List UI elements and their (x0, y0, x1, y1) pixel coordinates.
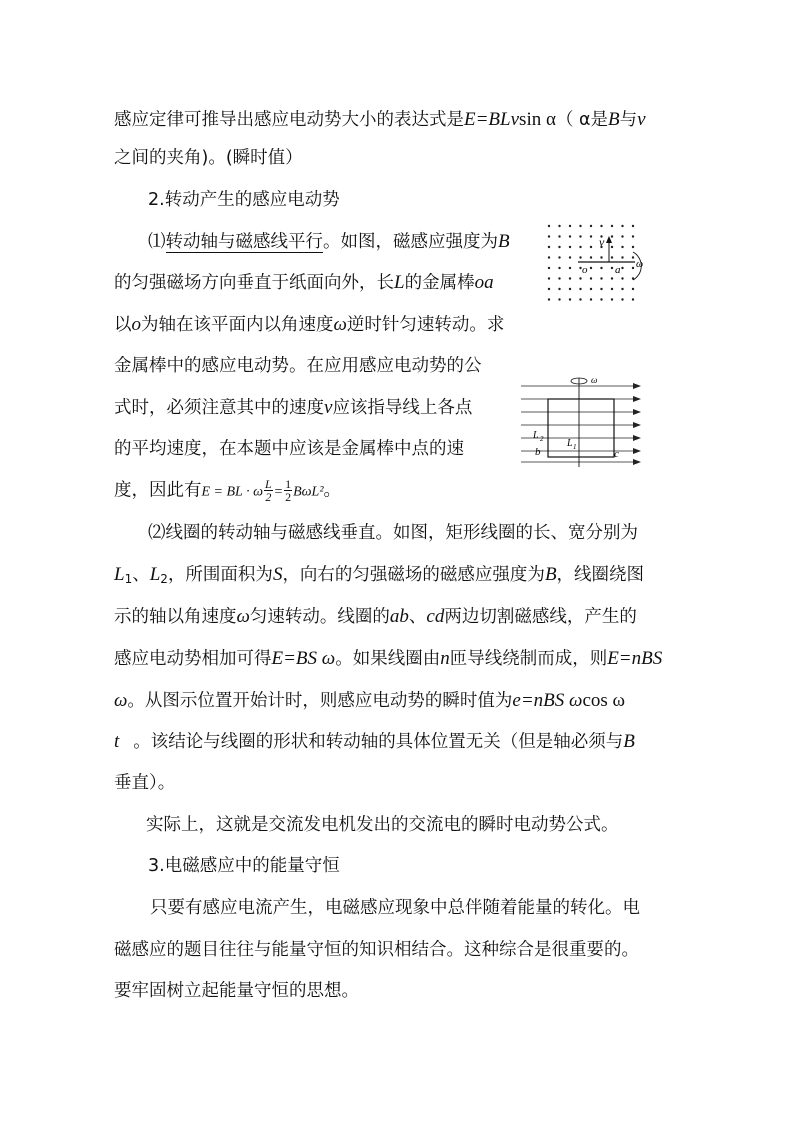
field-dot (611, 225, 613, 227)
denominator: 2 (285, 490, 292, 504)
paragraph-line (114, 147, 303, 169)
paragraph-line (148, 231, 510, 253)
paragraph-line: 金属棒中的感应电动势。在应用感应电动势的公 (114, 356, 482, 376)
paragraph-line: 只要有感应电流产生，电磁感应现象中总伴随着能量的转化。电 (150, 898, 640, 918)
field-dot (621, 256, 623, 258)
field-dot (558, 256, 560, 258)
denominator: 2 (265, 490, 272, 504)
field-dot (569, 267, 571, 269)
field-dot (579, 235, 581, 237)
text: 的匀强磁场方向垂直于纸面向外，长 (114, 273, 394, 293)
rotating-coil-figure (515, 372, 645, 470)
field-dot (632, 267, 634, 269)
field-dot (579, 225, 581, 227)
symbol: oa (474, 272, 494, 293)
field-arrowhead (633, 409, 641, 415)
numerator: L (264, 477, 272, 491)
field-dot (548, 256, 550, 258)
label-o: o (582, 264, 588, 276)
field-arrowhead (633, 383, 641, 389)
text: 与 (619, 110, 638, 130)
symbol: B (544, 564, 557, 585)
field-dot (611, 288, 613, 290)
text: 度，因此有 (114, 480, 202, 501)
field-dot (558, 288, 560, 290)
field-dot (621, 298, 623, 300)
field-dot (600, 277, 602, 279)
label-L1-sub: 1 (573, 443, 577, 451)
formula: = (273, 484, 284, 500)
field-dot (590, 235, 592, 237)
field-dot (548, 246, 550, 248)
subscript: 2 (160, 572, 168, 586)
paragraph-line: 要牢固树立起能量守恒的思想。 (114, 981, 359, 1001)
paragraph-line: 磁感应的题目往往与能量守恒的知识相结合。这种综合是很重要的。 (114, 940, 639, 960)
text: 两边切割磁感线，产生的 (444, 607, 637, 627)
paragraph: 实际上，这就是交流发电机发出的交流电的瞬时电动势公式。 (146, 815, 619, 835)
field-arrowhead (633, 396, 641, 402)
text: 。该结论与线圈的形状和转动轴的具体位置无关（但是轴必须与 (133, 732, 624, 752)
text: 、 (408, 607, 427, 627)
text: 以 (114, 315, 132, 335)
field-dot (590, 288, 592, 290)
label-v: v (599, 235, 605, 249)
text: 感应电动势相加可得 (114, 649, 272, 669)
field-dot (548, 288, 550, 290)
symbol: n (440, 648, 450, 669)
field-dot (548, 277, 550, 279)
paragraph-line (114, 606, 637, 628)
field-dot (632, 288, 634, 290)
paragraph-line (114, 109, 646, 131)
label-L2: L (533, 430, 539, 441)
field-dot (579, 288, 581, 290)
fraction (264, 478, 273, 503)
coil-rectangle (548, 399, 614, 457)
numerator: 1 (285, 477, 292, 491)
field-dot (548, 225, 550, 227)
field-dot (569, 246, 571, 248)
field-dot (632, 225, 634, 227)
field-dot (579, 246, 581, 248)
field-arrowhead (633, 448, 641, 454)
field-dot (600, 288, 602, 290)
symbol: o (131, 314, 141, 335)
paragraph-line (114, 478, 341, 504)
symbol: ω (333, 314, 347, 335)
field-dot (611, 298, 613, 300)
field-dot (621, 246, 623, 248)
field-dot (611, 256, 613, 258)
field-dot (569, 225, 571, 227)
formula: e=nBS ω (512, 690, 583, 711)
text: 为轴在该平面内以角速度 (141, 315, 334, 335)
field-dot (611, 246, 613, 248)
label-L1: L (567, 438, 573, 449)
label-omega: ω (636, 259, 644, 270)
formula: E = BL · ω (201, 484, 263, 500)
text: ，所围面积为 (167, 565, 273, 585)
text: 。如图，磁感应强度为 (323, 232, 498, 252)
text: 应该指导线上各点 (332, 398, 473, 418)
formula: E=BS ω (271, 648, 336, 669)
symbol: t (114, 731, 120, 752)
text: 匀速转动。线圈的 (249, 607, 390, 627)
symbol: B (623, 731, 635, 752)
text: 。从图示位置开始计时，则感应电动势的瞬时值为 (127, 691, 513, 711)
field-dot (590, 298, 592, 300)
field-dot (611, 235, 613, 237)
fraction (284, 478, 292, 503)
text: 示的轴以角速度 (114, 607, 237, 627)
text: ，向右的匀强磁场的磁感应强度为 (282, 565, 545, 585)
field-dot (569, 256, 571, 258)
field-dot (579, 277, 581, 279)
label-c: c (614, 448, 619, 460)
symbol: cd (426, 606, 445, 627)
field-arrowhead (633, 435, 641, 441)
subscript: 1 (124, 572, 133, 586)
text: 的金属棒 (404, 273, 475, 293)
symbol: B (498, 231, 510, 252)
underlined-text: 转动轴与磁感线平行 (165, 232, 323, 252)
field-dot (611, 277, 613, 279)
formula: BωL² (293, 484, 324, 500)
label-b: b (535, 446, 541, 458)
field-dot (621, 277, 623, 279)
paragraph-line: 垂直）。 (114, 773, 176, 793)
field-dot (569, 277, 571, 279)
field-dot (600, 225, 602, 227)
field-dot (548, 298, 550, 300)
field-dot (548, 235, 550, 237)
field-dot (600, 298, 602, 300)
field-dot (632, 298, 634, 300)
symbol: v (324, 397, 333, 418)
symbol: ab (389, 606, 409, 627)
section-heading: 2.转动产生的感应电动势 (148, 190, 340, 210)
paragraph-line (114, 690, 625, 712)
paragraph-line (114, 272, 494, 294)
paragraph-line (114, 731, 635, 753)
symbol: L (394, 272, 405, 293)
field-dot (600, 267, 602, 269)
symbol: B (608, 109, 620, 130)
text: 之间的夹角)。(瞬时值） (114, 148, 303, 168)
field-dot (590, 225, 592, 227)
paragraph-line (114, 648, 662, 670)
field-dot (600, 256, 602, 258)
symbol: v (637, 109, 646, 130)
field-dot (569, 235, 571, 237)
paragraph-line: 的平均速度，在本题中应该是金属棒中点的速 (114, 439, 464, 459)
text: 感应定律可推导出感应电动势大小的表达式是 (114, 110, 464, 130)
symbol: L (149, 564, 161, 585)
text: 式时，必须注意其中的速度 (114, 398, 324, 418)
text: 。如果线圈由 (335, 649, 441, 669)
text: （ α是 (555, 110, 609, 130)
formula: E=nBS (607, 648, 663, 669)
field-dot (558, 225, 560, 227)
field-dot (569, 298, 571, 300)
field-arrowhead (633, 422, 641, 428)
field-dot (632, 246, 634, 248)
field-dot (621, 267, 623, 269)
formula: E=BLv (464, 109, 520, 130)
field-dot (590, 277, 592, 279)
field-dot (621, 235, 623, 237)
field-dot (611, 267, 613, 269)
field-dot (632, 235, 634, 237)
field-dot (621, 288, 623, 290)
symbol: S (272, 564, 283, 585)
field-dot (569, 288, 571, 290)
label-a: a (615, 264, 621, 276)
formula: cos ω (582, 690, 626, 711)
field-dot (579, 298, 581, 300)
formula: sin α (519, 109, 556, 130)
field-dot (590, 246, 592, 248)
field-dot (558, 235, 560, 237)
text: ，线圈绕图 (556, 565, 645, 585)
label-omega: ω (591, 375, 598, 385)
field-dot (558, 267, 560, 269)
field-dot (548, 267, 550, 269)
field-dots (548, 225, 634, 301)
label-L2-sub: 2 (540, 435, 544, 443)
text: 、 (132, 565, 150, 585)
text: 。 (323, 480, 342, 501)
symbol: ω (114, 690, 128, 711)
field-dot (558, 246, 560, 248)
field-arrowhead (633, 459, 641, 465)
field-dot (558, 298, 560, 300)
field-dot (590, 256, 592, 258)
paragraph-line (114, 314, 504, 336)
field-dot (621, 225, 623, 227)
field-dot (632, 256, 634, 258)
field-dot (579, 256, 581, 258)
paragraph-line: ⑵线圈的转动轴与磁感线垂直。如图，矩形线圈的长、宽分别为 (148, 523, 638, 543)
symbol: L (114, 564, 125, 585)
rotating-rod-figure (545, 222, 650, 304)
paragraph-line (114, 564, 644, 590)
text: 逆时针匀速转动。求 (346, 315, 505, 335)
text: 匝导线绕制而成，则 (449, 649, 608, 669)
field-dot (558, 277, 560, 279)
section-heading: 3.电磁感应中的能量守恒 (148, 856, 340, 876)
symbol: ω (236, 606, 250, 627)
paragraph-line (114, 397, 472, 419)
item-number: ⑴ (148, 232, 166, 252)
field-dot (590, 267, 592, 269)
